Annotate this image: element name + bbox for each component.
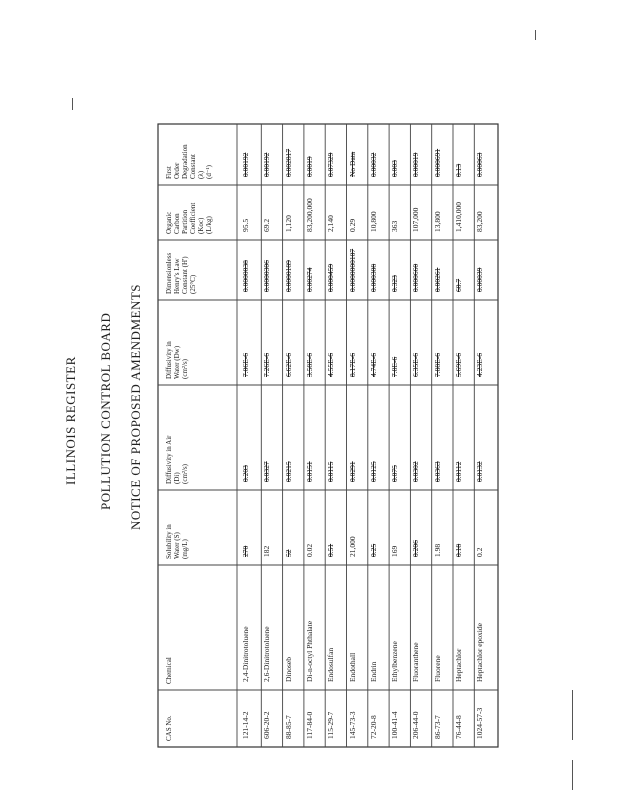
table-cell: 95.5 [241, 218, 250, 232]
scan-mark [535, 30, 536, 40]
table-cell: 182 [262, 545, 272, 557]
chemical-name: 2,6-Dinitrotoluene [262, 626, 272, 682]
table-cell: 0.2 [475, 547, 485, 557]
table-cell: 10,800 [368, 211, 378, 232]
table-cell: 0.002817 [283, 148, 293, 177]
table-cell: 1,410,000 [454, 202, 463, 232]
table-cell: 0.00039 [475, 267, 485, 292]
table-cell: 1.98 [432, 543, 442, 557]
table-cell: 7.8E-6 [390, 356, 400, 377]
table-cell: No Data [347, 151, 357, 177]
chemical-name: Endothall [347, 652, 357, 682]
table-cell: 0.000691 [432, 148, 442, 177]
chemical-name: Heptachlor [454, 648, 463, 682]
table-cell: 0.0112 [454, 461, 463, 482]
table-cell: 0.323 [390, 275, 400, 292]
chemical-name: Heptachlor epoxide [475, 623, 485, 682]
cas-number: 76-44-8 [454, 715, 463, 739]
chemical-name: Di-n-octyl Phthalate [304, 620, 314, 682]
chemical-name: 2,4-Dinitrotoluene [241, 626, 250, 682]
table-cell: 0.0291 [347, 461, 357, 482]
table-cell: 0.00063 [475, 152, 485, 177]
cas-number: 88-85-7 [283, 715, 293, 739]
table-cell: 3.58E-6 [304, 353, 314, 377]
table-cell: 0.51 [326, 543, 336, 557]
table-cell: 0.203 [241, 465, 250, 482]
cas-number: 86-73-7 [432, 715, 442, 739]
table-cell: 0.0000038 [241, 260, 250, 292]
table-cell: 0.0302 [411, 461, 421, 482]
cas-number: 145-73-3 [347, 711, 357, 739]
table-cell: 7.88E-6 [432, 353, 442, 377]
table-cell: 69.2 [262, 218, 272, 232]
chemical-name: Ethylbenzene [390, 641, 400, 682]
table-cell: 83,200,000 [304, 198, 314, 232]
table-cell: 0.29 [347, 218, 357, 232]
cas-number: 100-41-4 [390, 711, 400, 739]
chemical-name: Fluorene [432, 655, 442, 682]
table-cell: 5.69E-6 [454, 353, 463, 377]
table-cell: 0.003 [390, 160, 400, 177]
table-cell: 169 [390, 545, 400, 557]
table-cell: 0.02 [304, 543, 314, 557]
table-cell: 0.0000000107 [347, 248, 357, 292]
notice-title: NOTICE OF PROPOSED AMENDMENTS [128, 284, 143, 530]
table-cell: 1,120 [283, 215, 293, 232]
cas-number: 206-44-0 [411, 711, 421, 739]
cas-number: 1024-57-3 [475, 707, 485, 739]
table-cell: 107,000 [411, 207, 421, 232]
table-cell: 7.26E-6 [262, 353, 272, 377]
column-header: Chemical [165, 657, 173, 684]
column-header: First Order Degradation Constant (λ) (d⁻¹) [165, 144, 213, 179]
table-cell: 0.0363 [432, 461, 442, 482]
scan-mark [72, 98, 73, 110]
table-cell: 270 [241, 545, 250, 557]
table-cell: 0.075 [390, 465, 400, 482]
table-cell: 0.0000189 [283, 260, 293, 292]
table-cell: 0.0132 [475, 461, 485, 482]
table-cell: 0.07329 [326, 152, 336, 177]
table-cell: 0.13 [454, 163, 463, 177]
column-header: Solubility in Water (S) (mg/L) [165, 524, 189, 559]
table-cell: 4.23E-6 [475, 353, 485, 377]
table-cell: 0.206 [411, 540, 421, 557]
table-cell: 0.00192 [241, 152, 250, 177]
column-header: Diffusivity in Air (Di) (cm²/s) [165, 435, 189, 484]
table-cell: 60.7 [454, 278, 463, 292]
table-cell: 0.00274 [304, 267, 314, 292]
table-cell: 0.18 [454, 543, 463, 557]
column-header: Diffusivity in Water (Dw) (cm²/s) [165, 341, 189, 379]
table-cell: 0.0000306 [262, 260, 272, 292]
table-cell: 2,140 [326, 215, 336, 232]
column-header: Organic Carbon Partition Coefficient (Koc) (L/kg) [165, 202, 213, 234]
table-cell: 0.00192 [262, 152, 272, 177]
table-cell: 0.0327 [262, 461, 272, 482]
table-cell: 0.25 [368, 543, 378, 557]
table-cell: 0.000308 [368, 263, 378, 292]
table-cell: 4.74E-6 [368, 353, 378, 377]
table-cell: 7.06E-6 [241, 353, 250, 377]
table-cell: 363 [390, 220, 400, 232]
table-cell: 21,000 [347, 536, 357, 557]
table-cell: 0.0019 [304, 156, 314, 177]
table-cell: 6.62E-6 [283, 353, 293, 377]
table-cell: 83,200 [475, 211, 485, 232]
chemical-name: Endrin [368, 661, 378, 682]
table-cell: 0.00019 [411, 152, 421, 177]
table-cell: 0.0125 [368, 461, 378, 482]
table-cell: 52 [283, 549, 293, 557]
table-cell: 0.0115 [326, 461, 336, 482]
table-cell: 0.00032 [368, 152, 378, 177]
cas-number: 117-84-0 [304, 711, 314, 739]
table-cell: 0.000459 [326, 263, 336, 292]
cas-number: 121-14-2 [241, 711, 250, 739]
chemical-name: Dinoseb [283, 657, 293, 682]
column-header: Dimensionless Henry's Law Constant (H') (25°C) [165, 252, 197, 294]
chemical-name: Endosulfan [326, 647, 336, 682]
column-header: CAS No. [165, 715, 173, 741]
table-cell: 0.0215 [283, 461, 293, 482]
scan-mark [572, 760, 573, 790]
register-title: ILLINOIS REGISTER [63, 356, 78, 485]
cas-number: 72-20-8 [368, 715, 378, 739]
cas-number: 115-29-7 [326, 711, 336, 739]
table-cell: 8.17E-6 [347, 353, 357, 377]
chemical-name: Fluoranthene [411, 642, 421, 682]
board-title: POLLUTION CONTROL BOARD [98, 312, 113, 510]
table-cell: 0.0151 [304, 461, 314, 482]
table-cell: 0.000660 [411, 263, 421, 292]
table-cell: 4.55E-6 [326, 353, 336, 377]
table-cell: 0.00261 [432, 267, 442, 292]
scan-mark [572, 690, 573, 740]
table-cell: 13,800 [432, 211, 442, 232]
table-cell: 6.35E-6 [411, 353, 421, 377]
cas-number: 606-20-2 [262, 711, 272, 739]
